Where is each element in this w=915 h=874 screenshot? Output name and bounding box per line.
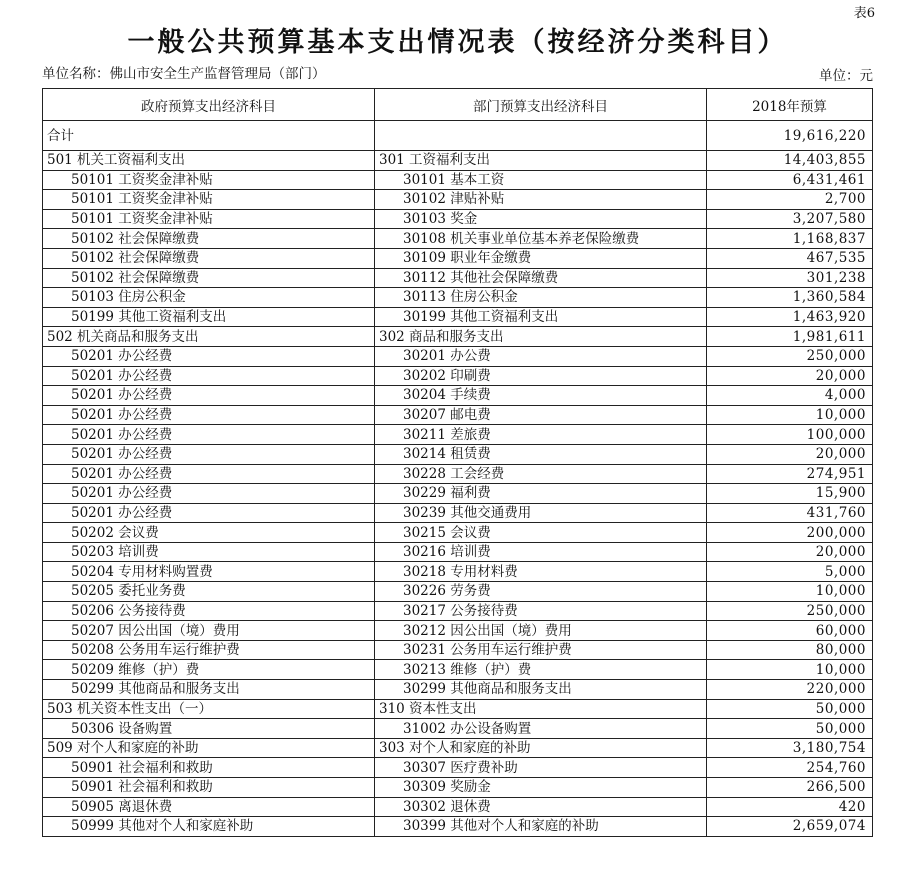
gov-subject-cell: 502 机关商品和服务支出 bbox=[43, 327, 375, 347]
gov-subject-cell: 50201 办公经费 bbox=[43, 386, 375, 406]
gov-subject-cell: 50905 离退休费 bbox=[43, 797, 375, 817]
amount-cell: 6,431,461 bbox=[707, 170, 873, 190]
gov-subject-cell: 50901 社会福利和救助 bbox=[43, 778, 375, 798]
dept-subject-cell: 31002 办公设备购置 bbox=[375, 719, 707, 739]
gov-subject-cell: 50207 因公出国（境）费用 bbox=[43, 621, 375, 641]
dept-subject-cell: 30216 培训费 bbox=[375, 542, 707, 562]
table-row bbox=[43, 503, 873, 523]
table-row bbox=[43, 484, 873, 504]
dept-subject-cell: 30309 奖励金 bbox=[375, 778, 707, 798]
gov-subject-cell: 50201 办公经费 bbox=[43, 425, 375, 445]
gov-subject-cell: 50102 社会保障缴费 bbox=[43, 229, 375, 249]
amount-cell: 254,760 bbox=[707, 758, 873, 778]
amount-cell: 14,403,855 bbox=[707, 151, 873, 171]
dept-subject-cell: 30102 津贴补贴 bbox=[375, 190, 707, 210]
amount-cell: 250,000 bbox=[707, 346, 873, 366]
amount-cell: 1,981,611 bbox=[707, 327, 873, 347]
table-number: 表6 bbox=[853, 6, 875, 21]
dept-subject-cell: 30202 印刷费 bbox=[375, 366, 707, 386]
table-row bbox=[43, 405, 873, 425]
currency-unit: 单位：元 bbox=[819, 68, 873, 84]
table-row bbox=[43, 307, 873, 327]
table-row bbox=[43, 640, 873, 660]
dept-subject-cell: 30218 专用材料费 bbox=[375, 562, 707, 582]
amount-cell: 220,000 bbox=[707, 680, 873, 700]
gov-subject-cell: 503 机关资本性支出（一） bbox=[43, 699, 375, 719]
amount-cell: 1,168,837 bbox=[707, 229, 873, 249]
header-dept-subject: 部门预算支出经济科目 bbox=[375, 89, 707, 121]
dept-subject-cell: 303 对个人和家庭的补助 bbox=[375, 738, 707, 758]
gov-subject-cell: 50209 维修（护）费 bbox=[43, 660, 375, 680]
dept-subject-cell: 30212 因公出国（境）费用 bbox=[375, 621, 707, 641]
amount-cell: 80,000 bbox=[707, 640, 873, 660]
gov-subject-cell: 50204 专用材料购置费 bbox=[43, 562, 375, 582]
gov-subject-cell: 50102 社会保障缴费 bbox=[43, 268, 375, 288]
table-row bbox=[43, 758, 873, 778]
gov-subject-cell: 50201 办公经费 bbox=[43, 366, 375, 386]
table-row bbox=[43, 562, 873, 582]
table-row bbox=[43, 523, 873, 543]
amount-cell: 60,000 bbox=[707, 621, 873, 641]
dept-subject-cell: 302 商品和服务支出 bbox=[375, 327, 707, 347]
dept-subject-cell: 30199 其他工资福利支出 bbox=[375, 307, 707, 327]
table-row bbox=[43, 719, 873, 739]
table-row bbox=[43, 229, 873, 249]
amount-cell: 100,000 bbox=[707, 425, 873, 445]
gov-subject-cell: 50202 会议费 bbox=[43, 523, 375, 543]
table-row bbox=[43, 444, 873, 464]
dept-subject-cell: 30109 职业年金缴费 bbox=[375, 248, 707, 268]
gov-subject-cell: 501 机关工资福利支出 bbox=[43, 151, 375, 171]
gov-subject-cell: 50203 培训费 bbox=[43, 542, 375, 562]
amount-cell: 15,900 bbox=[707, 484, 873, 504]
gov-subject-cell: 50208 公务用车运行维护费 bbox=[43, 640, 375, 660]
dept-subject-cell: 30211 差旅费 bbox=[375, 425, 707, 445]
table-row bbox=[43, 680, 873, 700]
header-gov-subject: 政府预算支出经济科目 bbox=[43, 89, 375, 121]
dept-subject-cell: 30226 劳务费 bbox=[375, 582, 707, 602]
page-title: 一般公共预算基本支出情况表（按经济分类科目） bbox=[127, 27, 788, 58]
amount-cell: 1,463,920 bbox=[707, 307, 873, 327]
amount-cell: 5,000 bbox=[707, 562, 873, 582]
dept-subject-cell: 30213 维修（护）费 bbox=[375, 660, 707, 680]
table-row bbox=[43, 542, 873, 562]
gov-subject-cell: 50206 公务接待费 bbox=[43, 601, 375, 621]
dept-subject-cell: 310 资本性支出 bbox=[375, 699, 707, 719]
dept-subject-cell: 30215 会议费 bbox=[375, 523, 707, 543]
table-row bbox=[43, 621, 873, 641]
amount-cell: 200,000 bbox=[707, 523, 873, 543]
dept-subject-cell: 30302 退休费 bbox=[375, 797, 707, 817]
table-row bbox=[43, 778, 873, 798]
table-row bbox=[43, 288, 873, 308]
gov-subject-cell: 50901 社会福利和救助 bbox=[43, 758, 375, 778]
gov-subject-cell: 50299 其他商品和服务支出 bbox=[43, 680, 375, 700]
table-row bbox=[43, 366, 873, 386]
amount-cell: 3,207,580 bbox=[707, 209, 873, 229]
table-row bbox=[43, 190, 873, 210]
dept-subject-cell: 30103 奖金 bbox=[375, 209, 707, 229]
table-row bbox=[43, 386, 873, 406]
table-row bbox=[43, 209, 873, 229]
table-row bbox=[43, 464, 873, 484]
dept-subject-cell: 30307 医疗费补助 bbox=[375, 758, 707, 778]
gov-subject-cell: 50306 设备购置 bbox=[43, 719, 375, 739]
header-budget-2018: 2018年预算 bbox=[707, 89, 873, 121]
table-row bbox=[43, 327, 873, 347]
dept-subject-cell: 30239 其他交通费用 bbox=[375, 503, 707, 523]
budget-table bbox=[42, 88, 873, 837]
amount-cell: 431,760 bbox=[707, 503, 873, 523]
dept-subject-cell: 301 工资福利支出 bbox=[375, 151, 707, 171]
dept-subject-cell: 30112 其他社会保障缴费 bbox=[375, 268, 707, 288]
table-row bbox=[43, 248, 873, 268]
amount-cell: 274,951 bbox=[707, 464, 873, 484]
dept-subject-cell: 30228 工会经费 bbox=[375, 464, 707, 484]
amount-cell: 10,000 bbox=[707, 405, 873, 425]
gov-subject-cell: 50103 住房公积金 bbox=[43, 288, 375, 308]
table-row bbox=[43, 170, 873, 190]
table-row bbox=[43, 738, 873, 758]
gov-subject-cell: 509 对个人和家庭的补助 bbox=[43, 738, 375, 758]
table-row bbox=[43, 151, 873, 171]
dept-subject-cell: 30399 其他对个人和家庭的补助 bbox=[375, 817, 707, 837]
unit-name: 单位名称：佛山市安全生产监督管理局（部门） bbox=[42, 66, 326, 82]
dept-subject-cell: 30217 公务接待费 bbox=[375, 601, 707, 621]
gov-subject-cell: 50102 社会保障缴费 bbox=[43, 248, 375, 268]
gov-subject-cell: 50101 工资奖金津补贴 bbox=[43, 190, 375, 210]
total-label: 合计 bbox=[43, 121, 375, 151]
gov-subject-cell: 50201 办公经费 bbox=[43, 346, 375, 366]
amount-cell: 50,000 bbox=[707, 719, 873, 739]
table-row bbox=[43, 817, 873, 837]
gov-subject-cell: 50201 办公经费 bbox=[43, 405, 375, 425]
dept-subject-cell: 30201 办公费 bbox=[375, 346, 707, 366]
dept-subject-cell: 30214 租赁费 bbox=[375, 444, 707, 464]
gov-subject-cell: 50201 办公经费 bbox=[43, 503, 375, 523]
table-row bbox=[43, 699, 873, 719]
total-dept bbox=[375, 121, 707, 151]
dept-subject-cell: 30101 基本工资 bbox=[375, 170, 707, 190]
dept-subject-cell: 30204 手续费 bbox=[375, 386, 707, 406]
gov-subject-cell: 50201 办公经费 bbox=[43, 484, 375, 504]
amount-cell: 301,238 bbox=[707, 268, 873, 288]
gov-subject-cell: 50201 办公经费 bbox=[43, 464, 375, 484]
total-amount: 19,616,220 bbox=[707, 121, 873, 151]
gov-subject-cell: 50999 其他对个人和家庭补助 bbox=[43, 817, 375, 837]
amount-cell: 20,000 bbox=[707, 444, 873, 464]
dept-subject-cell: 30231 公务用车运行维护费 bbox=[375, 640, 707, 660]
table-row bbox=[43, 797, 873, 817]
amount-cell: 250,000 bbox=[707, 601, 873, 621]
dept-subject-cell: 30207 邮电费 bbox=[375, 405, 707, 425]
amount-cell: 420 bbox=[707, 797, 873, 817]
gov-subject-cell: 50101 工资奖金津补贴 bbox=[43, 209, 375, 229]
amount-cell: 10,000 bbox=[707, 660, 873, 680]
table-row bbox=[43, 601, 873, 621]
amount-cell: 20,000 bbox=[707, 366, 873, 386]
amount-cell: 10,000 bbox=[707, 582, 873, 602]
gov-subject-cell: 50205 委托业务费 bbox=[43, 582, 375, 602]
dept-subject-cell: 30299 其他商品和服务支出 bbox=[375, 680, 707, 700]
amount-cell: 4,000 bbox=[707, 386, 873, 406]
amount-cell: 467,535 bbox=[707, 248, 873, 268]
gov-subject-cell: 50201 办公经费 bbox=[43, 444, 375, 464]
dept-subject-cell: 30113 住房公积金 bbox=[375, 288, 707, 308]
total-row bbox=[43, 121, 873, 151]
amount-cell: 266,500 bbox=[707, 778, 873, 798]
table-header-row bbox=[43, 89, 873, 121]
dept-subject-cell: 30229 福利费 bbox=[375, 484, 707, 504]
amount-cell: 3,180,754 bbox=[707, 738, 873, 758]
gov-subject-cell: 50199 其他工资福利支出 bbox=[43, 307, 375, 327]
table-row bbox=[43, 425, 873, 445]
table-row bbox=[43, 660, 873, 680]
table-row bbox=[43, 346, 873, 366]
amount-cell: 2,659,074 bbox=[707, 817, 873, 837]
amount-cell: 1,360,584 bbox=[707, 288, 873, 308]
dept-subject-cell: 30108 机关事业单位基本养老保险缴费 bbox=[375, 229, 707, 249]
table-row bbox=[43, 268, 873, 288]
amount-cell: 20,000 bbox=[707, 542, 873, 562]
amount-cell: 50,000 bbox=[707, 699, 873, 719]
gov-subject-cell: 50101 工资奖金津补贴 bbox=[43, 170, 375, 190]
amount-cell: 2,700 bbox=[707, 190, 873, 210]
table-row bbox=[43, 582, 873, 602]
